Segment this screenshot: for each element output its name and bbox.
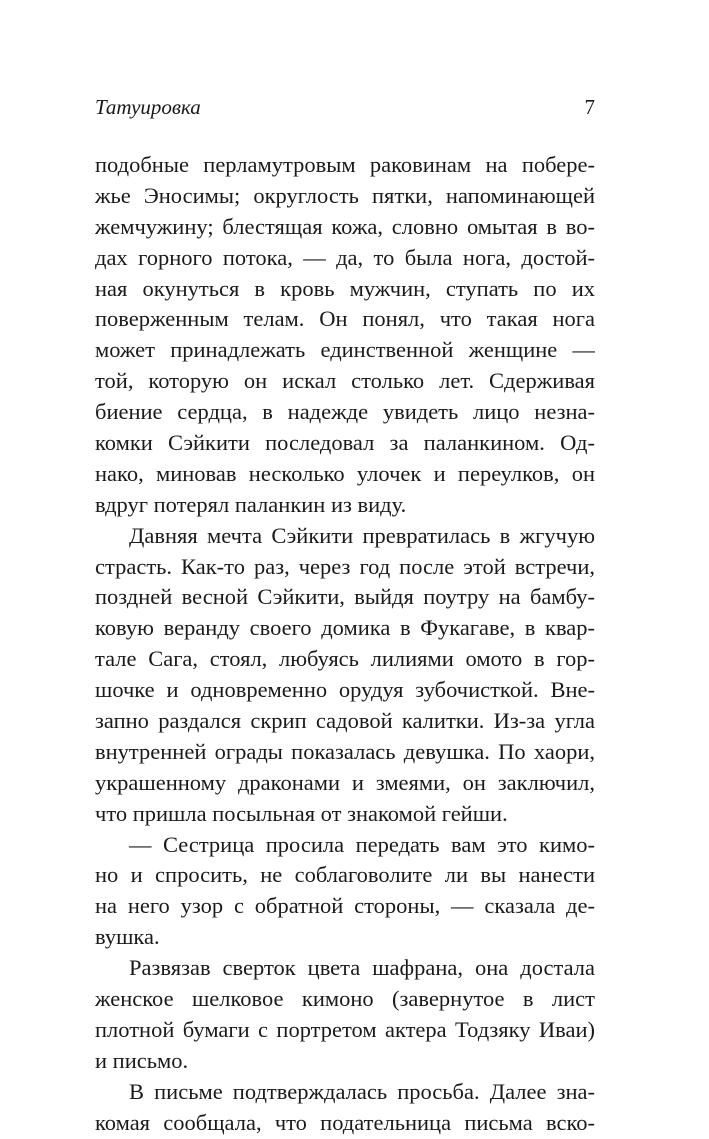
- text-line: запно раздался скрип садовой калитки. Из-за угла: [95, 708, 595, 734]
- text-line: вдруг потерял паланкин из виду.: [95, 491, 407, 517]
- text-line: и письмо.: [95, 1047, 189, 1073]
- text-line: что пришла посыльная от знакомой гейши.: [95, 800, 508, 826]
- text-line: ковую веранду своего домика в Фукагаве, в квар-: [95, 615, 595, 641]
- page-number: 7: [584, 95, 595, 119]
- text-line: жемчужину; блестящая кожа, словно омытая в во-: [95, 213, 595, 239]
- text-line: комки Сэйкити последовал за паланкином. Од-: [95, 430, 595, 456]
- text-line: тале Сага, стоял, любуясь лилиями омото в гор-: [95, 646, 595, 672]
- text-line: нако, миновав несколько улочек и переулков, он: [95, 460, 595, 486]
- text-line: ная окунуться в кровь мужчин, ступать по их: [95, 275, 595, 301]
- text-line: биение сердца, в надежде увидеть лицо незна-: [95, 399, 595, 425]
- text-line: на него узор с обратной стороны, — сказала де-: [95, 893, 595, 919]
- text-line: страсть. Как-то раз, через год после этой встречи,: [95, 553, 595, 579]
- text-line: — Сестрица просила передать вам это кимо-: [129, 831, 595, 857]
- text-line: плотной бумаги с портретом актера Тодзяку Иваи): [95, 1016, 595, 1042]
- text-line: Развязав сверток цвета шафрана, она достала: [129, 955, 595, 981]
- text-line: дах горного потока, — да, то была нога, достой-: [95, 244, 595, 270]
- paragraph: [95, 521, 595, 830]
- paragraph: [95, 1077, 595, 1139]
- text-line: шочке и одновременно орудуя зубочисткой. Вне-: [95, 677, 595, 703]
- running-title: Татуировка: [95, 95, 201, 119]
- text-line: но и спросить, не соблаговолите ли вы нанести: [95, 862, 595, 888]
- text-line: комая сообщала, что подательница письма вско-: [95, 1109, 595, 1135]
- text-line: В письме подтверждалась просьба. Далее зна-: [129, 1078, 595, 1104]
- paragraph: [95, 830, 595, 954]
- text-line: подобные перламутровым раковинам на побере-: [95, 152, 595, 177]
- running-head: [95, 92, 595, 122]
- text-line: может принадлежать единственной женщине —: [95, 337, 595, 363]
- body-text: [95, 150, 595, 1139]
- text-line: женское шелковое кимоно (завернутое в лист: [95, 986, 595, 1012]
- text-line: поздней весной Сэйкити, выйдя поутру на бамбу-: [95, 584, 595, 610]
- text-line: вушка.: [95, 924, 160, 950]
- text-line: жье Эносимы; округлость пятки, напоминающей: [95, 182, 595, 208]
- text-line: поверженным телам. Он понял, что такая нога: [95, 306, 595, 332]
- text-line: украшенному драконами и змеями, он заключил,: [95, 769, 595, 795]
- paragraph: [95, 150, 595, 521]
- paragraph: [95, 953, 595, 1077]
- text-line: той, которую он искал столько лет. Сдерживая: [95, 368, 595, 394]
- text-line: Давняя мечта Сэйкити превратилась в жгучую: [129, 522, 595, 548]
- text-line: внутренней ограды показалась девушка. По хаори,: [95, 738, 595, 764]
